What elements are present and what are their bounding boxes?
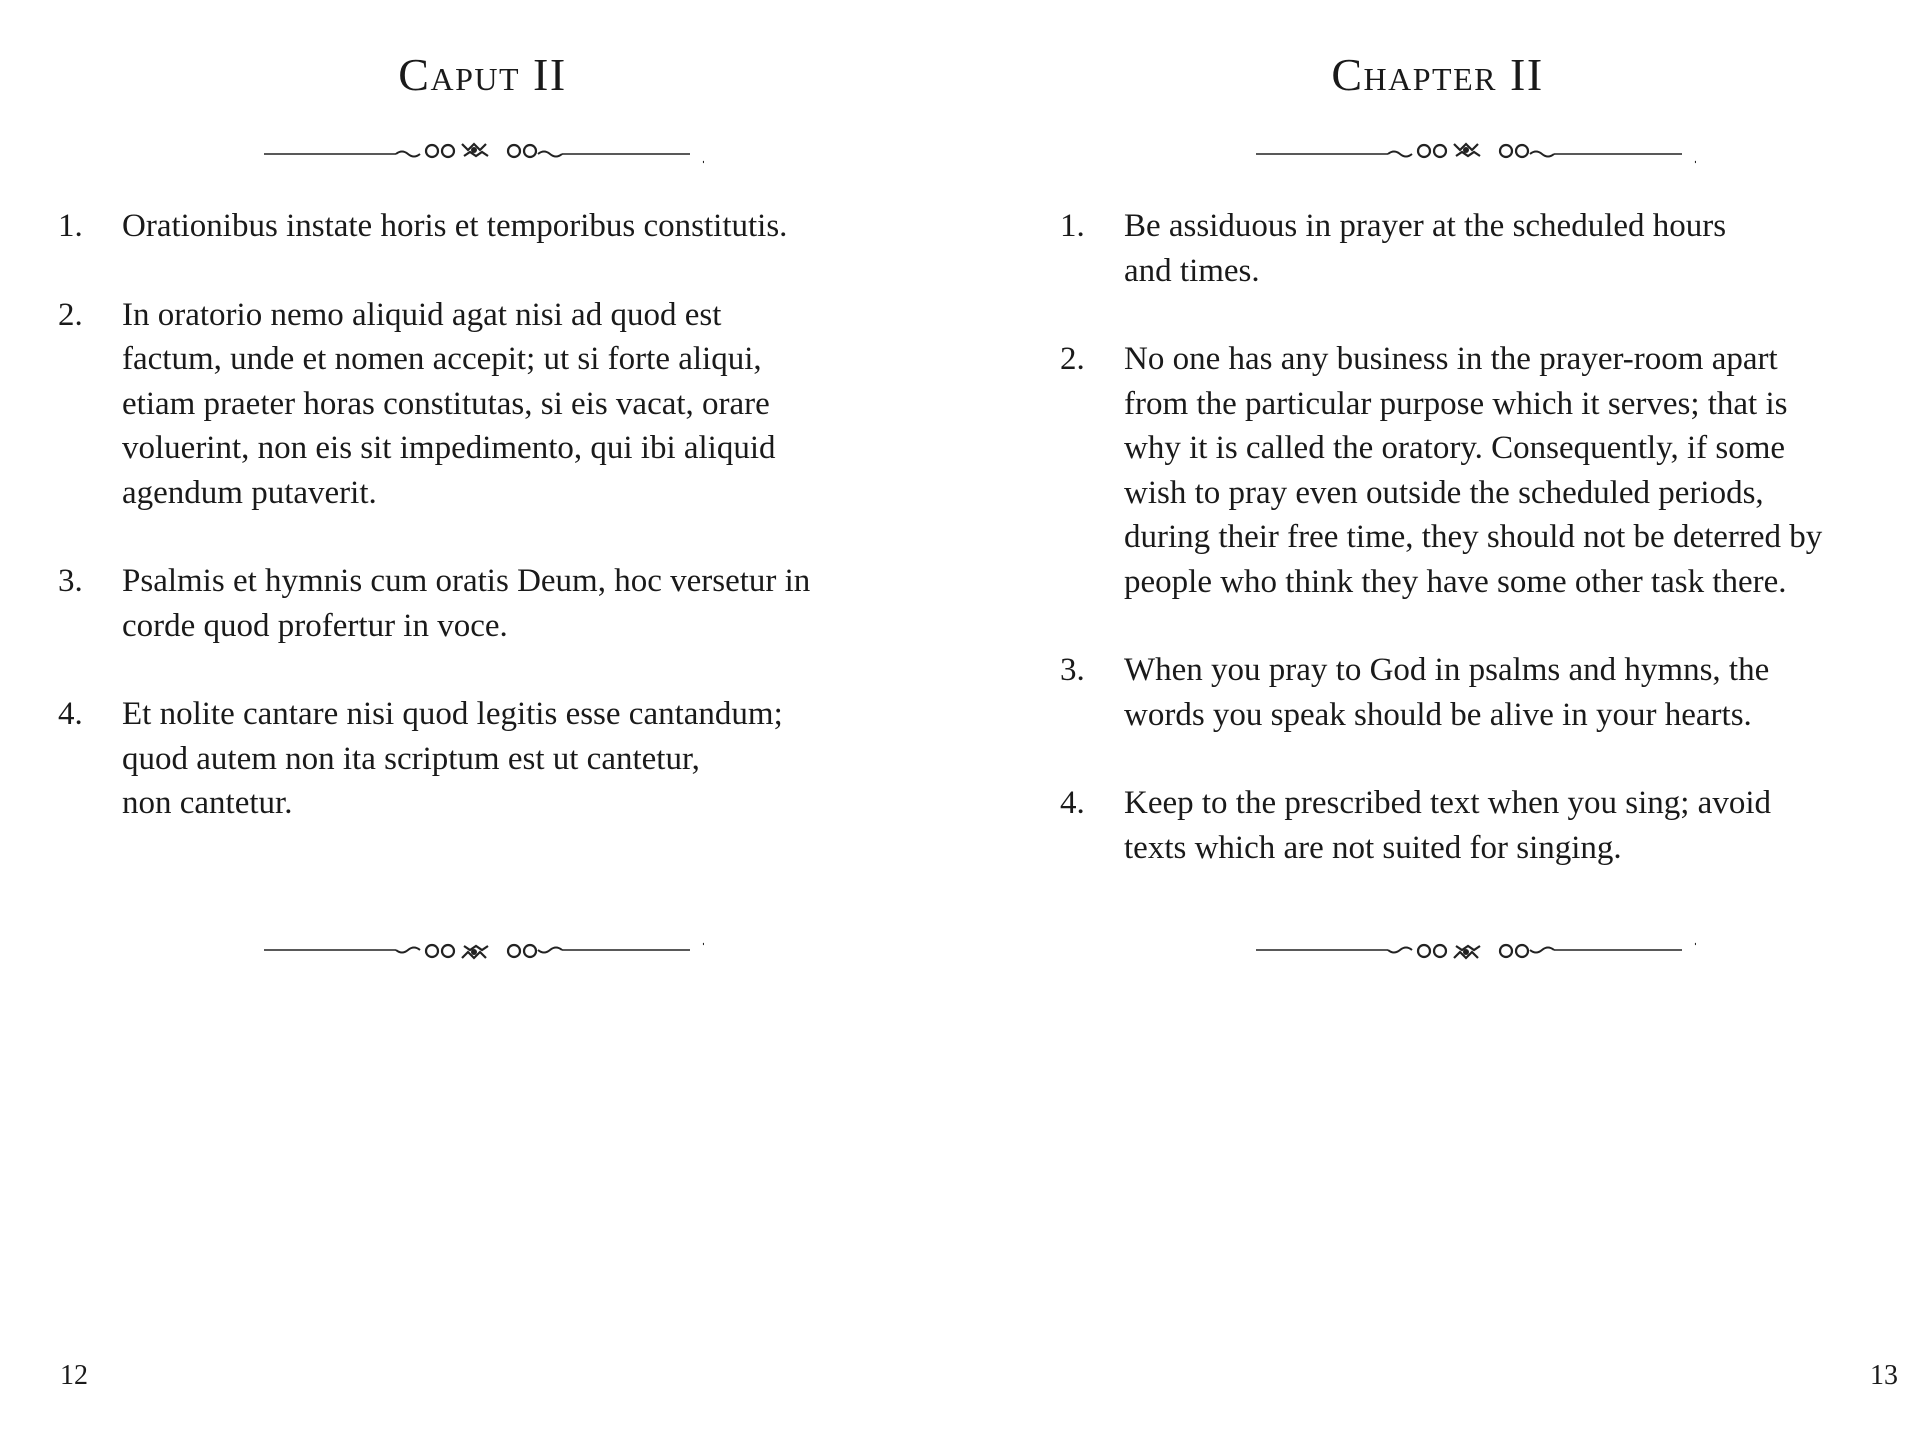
item-number: 2. — [1060, 341, 1085, 377]
item-number: 1. — [58, 208, 83, 244]
list-item — [58, 559, 888, 648]
list-item — [58, 692, 888, 826]
item-number: 4. — [58, 696, 83, 732]
list-item — [1060, 337, 1880, 604]
list-item — [1060, 781, 1880, 870]
chapter-title-english: Chapter II — [1331, 49, 1544, 100]
item-text: Et nolite cantare nisi quod legitis esse cantandum; — [122, 696, 783, 732]
item-text: When you pray to God in psalms and hymns, the — [1124, 652, 1770, 688]
ornament-divider-icon — [264, 140, 704, 170]
ornament-divider-icon — [1256, 936, 1696, 966]
item-text: factum, unde et nomen accepit; ut si forte aliqui, — [122, 341, 762, 377]
list-item — [1060, 204, 1880, 293]
english-rule-list — [1060, 204, 1880, 914]
item-text: In oratorio nemo aliquid agat nisi ad quod est — [122, 296, 722, 333]
item-number: 3. — [1060, 652, 1085, 688]
item-text: voluerint, non eis sit impedimento, qui ibi aliquid — [122, 430, 776, 466]
item-text: from the particular purpose which it serves; that is — [1124, 385, 1788, 422]
list-item — [58, 204, 888, 249]
item-text: agendum putaverit. — [122, 474, 377, 511]
item-text: why it is called the oratory. Consequently, if some — [1124, 430, 1786, 466]
item-text: No one has any business in the prayer-room apart — [1124, 341, 1778, 377]
item-number: 1. — [1060, 208, 1085, 244]
item-text: texts which are not suited for singing. — [1124, 829, 1622, 866]
latin-rule-list — [58, 204, 888, 870]
item-text: etiam praeter horas constitutas, si eis vacat, orare — [122, 385, 770, 422]
item-text: wish to pray even outside the scheduled periods, — [1124, 474, 1764, 511]
right-page — [960, 0, 1920, 1440]
list-item — [1060, 648, 1880, 737]
item-text: non cantetur. — [122, 785, 293, 821]
page-number: 12 — [60, 1360, 88, 1391]
ornament-divider-icon — [1256, 140, 1696, 170]
item-number: 3. — [58, 563, 83, 599]
item-text: Orationibus instate horis et temporibus constitutis. — [122, 208, 788, 244]
item-text: words you speak should be alive in your hearts. — [1124, 696, 1752, 733]
item-text: Be assiduous in prayer at the scheduled hours — [1124, 208, 1727, 244]
item-text: corde quod profertur in voce. — [122, 607, 508, 644]
list-item — [58, 293, 888, 516]
page-number: 13 — [1870, 1360, 1898, 1391]
item-text: during their free time, they should not be deterred by — [1124, 519, 1823, 555]
item-text: and times. — [1124, 252, 1260, 289]
chapter-title-latin: Caput II — [398, 49, 567, 100]
item-number: 2. — [58, 296, 83, 333]
ornament-divider-icon — [264, 936, 704, 966]
item-text: Keep to the prescribed text when you sing; avoid — [1124, 785, 1771, 821]
item-text: Psalmis et hymnis cum oratis Deum, hoc versetur in — [122, 563, 811, 599]
item-number: 4. — [1060, 785, 1085, 821]
item-text: quod autem non ita scriptum est ut cantetur, — [122, 740, 700, 777]
item-text: people who think they have some other task there. — [1124, 563, 1787, 600]
